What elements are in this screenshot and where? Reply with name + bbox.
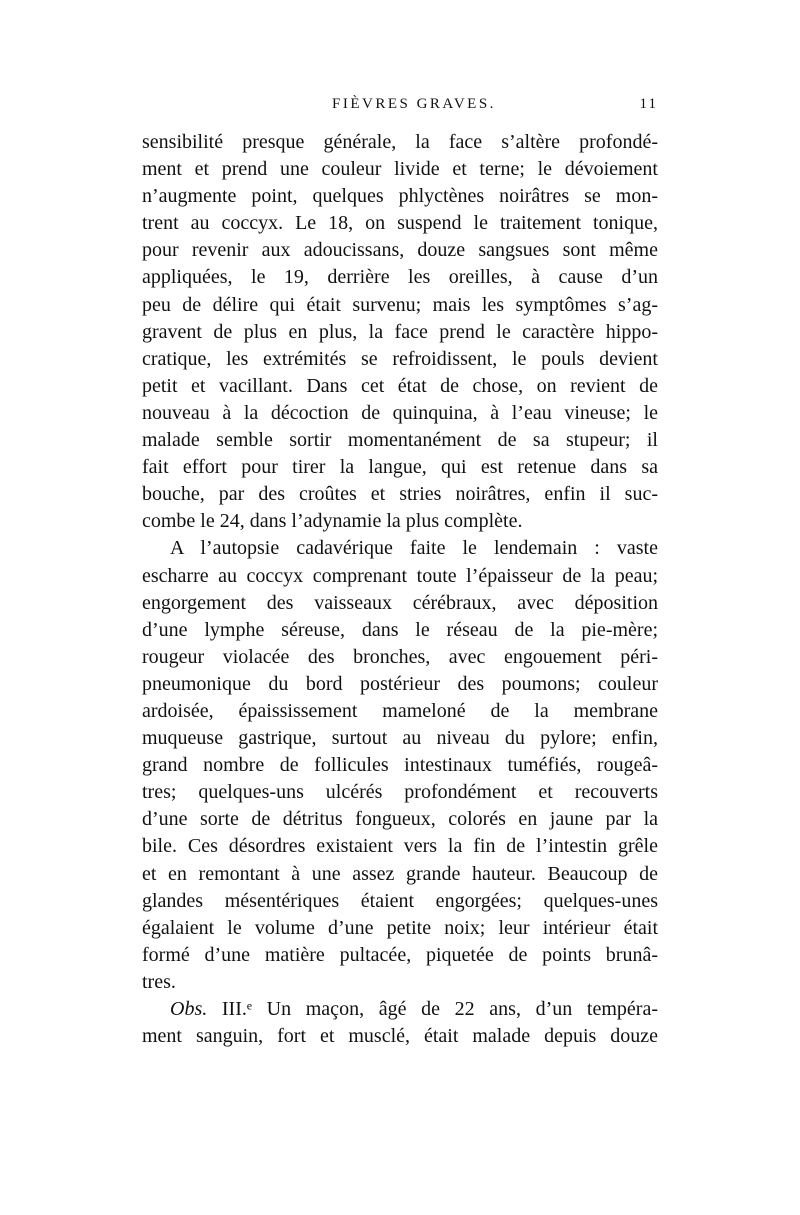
text-line: gravent de plus en plus, la face prend le caractère hippo- [142, 320, 658, 343]
obs-label: Obs. [170, 998, 208, 1020]
text-line: tres. [142, 970, 176, 993]
body-text [142, 129, 658, 1050]
running-head [142, 96, 658, 120]
text-line: engorgement des vaisseaux cérébraux, avec déposition [142, 591, 658, 614]
text-line: bile. Ces désordres existaient vers la fin de l’intestin grêle [142, 835, 658, 858]
text-line: fait effort pour tirer la langue, qui est retenue dans sa [142, 456, 658, 479]
text-line: et en remontant à une assez grande hauteur. Beaucoup de [142, 862, 658, 885]
text-line: pneumonique du bord postérieur des poumons; couleur [142, 672, 658, 695]
text-line: trent au coccyx. Le 18, on suspend le traitement tonique, [142, 212, 658, 235]
text-line: muqueuse gastrique, surtout au niveau du pylore; enfin, [142, 727, 658, 750]
text-line: grand nombre de follicules intestinaux tuméfiés, rougeâ- [142, 754, 658, 777]
text-line: petit et vacillant. Dans cet état de chose, on revient de [142, 374, 658, 397]
text-line: appliquées, le 19, derrière les oreilles, à cause d’un [142, 266, 658, 289]
text-line: nouveau à la décoction de quinquina, à l’eau vineuse; le [142, 401, 658, 424]
running-title: FIÈVRES GRAVES. [332, 96, 496, 112]
text-line: tres; quelques-uns ulcérés profondément et recouverts [142, 781, 658, 804]
text-line: combe le 24, dans l’adynamie la plus complète. [142, 510, 523, 533]
text-line: égalaient le volume d’une petite noix; leur intérieur était [142, 916, 658, 939]
text-line: sensibilité presque générale, la face s’altère profondé- [142, 131, 658, 153]
text-line: glandes mésentériques étaient engorgées; quelques-unes [142, 889, 658, 912]
text-line: peu de délire qui était survenu; mais les symptômes s’ag- [142, 293, 658, 316]
text-line: formé d’une matière pultacée, piquetée de points brunâ- [142, 943, 658, 966]
text-line: bouche, par des croûtes et stries noirâtres, enfin il suc- [142, 483, 658, 506]
obs-text: Un maçon, âgé de 22 ans, d’un tempéra- [266, 998, 658, 1020]
text-line: malade semble sortir momentanément de sa stupeur; il [142, 429, 658, 452]
text-line: ment sanguin, fort et musclé, était malade depuis douze [142, 1025, 658, 1048]
text-line: ardoisée, épaississement mameloné de la membrane [142, 699, 658, 722]
text-line: d’une lymphe séreuse, dans le réseau de la pie-mère; [142, 618, 658, 641]
text-line: A l’autopsie cadavérique faite le lendemain : vaste [170, 537, 658, 560]
text-line: ment et prend une couleur livide et terne; le dévoiement [142, 158, 658, 181]
page-number: 11 [639, 96, 658, 112]
text-line: rougeur violacée des bronches, avec engouement péri- [142, 645, 658, 668]
obs-line [142, 996, 658, 1023]
obs-number: III.ᵉ [221, 998, 252, 1020]
text-line: cratique, les extrémités se refroidissent, le pouls devient [142, 347, 658, 370]
text-line: pour revenir aux adoucissans, douze sangsues sont même [142, 239, 658, 262]
text-line: d’une sorte de détritus fongueux, colorés en jaune par la [142, 808, 658, 831]
text-line: n’augmente point, quelques phlyctènes noirâtres se mon- [142, 185, 658, 208]
text-line: escharre au coccyx comprenant toute l’épaisseur de la peau; [142, 564, 658, 587]
